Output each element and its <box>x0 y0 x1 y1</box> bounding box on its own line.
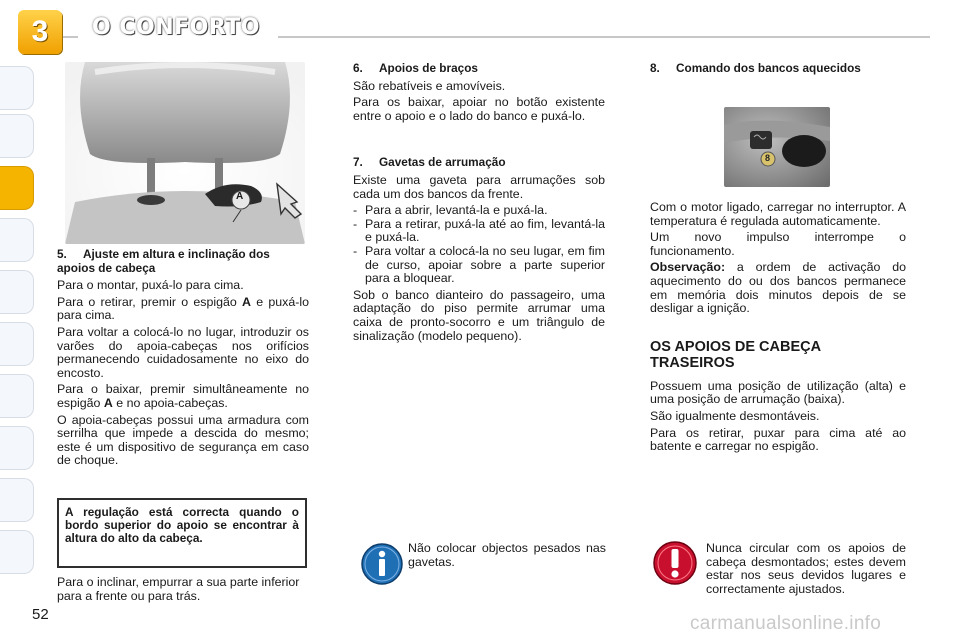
section8-p2: Um novo impulso interrompe o funcionamento. <box>650 230 906 258</box>
section5-p2: Para o retirar, premir o espigão A e puxá-lo para cima. <box>57 294 309 323</box>
section5-number: 5. <box>57 247 67 261</box>
chapter-tab-4[interactable] <box>0 218 34 262</box>
section-heated-seats <box>650 62 906 80</box>
rear-headrests-p2: São igualmente desmontáveis. <box>650 408 820 423</box>
chapter-tab-10[interactable] <box>0 530 34 574</box>
info-icon <box>360 542 404 586</box>
section5-p1: Para o montar, puxá-lo para cima. <box>57 278 244 293</box>
chapter-tab-7[interactable] <box>0 374 34 418</box>
section6-p2: Para os baixar, apoiar no botão existente entre o apoio e o lado do banco e puxá-lo. <box>353 95 605 123</box>
chapter-tab-6[interactable] <box>0 322 34 366</box>
headrest-label-a: A <box>236 191 244 202</box>
section7-bullet: - Para voltar a colocá-la no seu lugar, em fim de curso, apoiar sobre a parte superior para a bloquear. <box>353 243 605 286</box>
section-armrests-drawers <box>353 62 605 346</box>
seat-switch-label-8: 8 <box>765 153 771 163</box>
section5-title: Ajuste em altura e inclinação dos apoios de cabeça <box>57 247 270 275</box>
section6-heading: 6. Apoios de braços <box>353 61 478 75</box>
section-headrest-adjust <box>57 248 309 471</box>
chapter-tab-8[interactable] <box>0 426 34 470</box>
chapter-tab-1[interactable] <box>0 66 34 110</box>
section8-p1: Com o motor ligado, carregar no interruptor. A temperatura é regulada automaticamente. <box>650 200 906 228</box>
section8-heading: 8. Comando dos bancos aquecidos <box>650 61 861 75</box>
page-number: 52 <box>32 606 49 623</box>
section8-body <box>650 201 906 457</box>
section5-p4: Para o baixar, premir simultâneamente no espigão A e no apoia-cabeças. <box>57 382 309 410</box>
rear-headrests-heading: OS APOIOS DE CABEÇA TRASEIROS <box>650 338 821 371</box>
headrest-photo <box>65 62 305 244</box>
chapter-tab-9[interactable] <box>0 478 34 522</box>
info-note-text: Não colocar objectos pesados nas gavetas. <box>408 541 606 569</box>
section5-heading <box>57 248 309 275</box>
rear-headrests-p1: Possuem uma posição de utilização (alta) e uma posição de arrumação (baixa). <box>650 378 906 407</box>
section8-p3: Observação: a ordem de activação do aquecimento do ou dos bancos permanece em memória dois minutos depois de se desligar a ignição. <box>650 260 906 316</box>
chapter-tab-3[interactable] <box>0 166 34 210</box>
section7-bullet: - Para a retirar, puxá-la até ao fim, levantá-la e puxá-la. <box>353 216 605 245</box>
chapter-tab-5[interactable] <box>0 270 34 314</box>
section6-p1: São rebatíveis e amovíveis. <box>353 78 506 93</box>
section5-p6: Para o inclinar, empurrar a sua parte inferior para a frente ou para trás. <box>57 575 300 603</box>
section7-p2: Sob o banco dianteiro do passageiro, uma adaptação do piso permite arrumar uma caixa de pronto-socorro e um triângulo de sinalização (modelo pequeno). <box>353 287 605 343</box>
watermark: carmanualsonline.info <box>690 613 882 634</box>
chapter-tab-2[interactable] <box>0 114 34 158</box>
heated-seat-switch-photo <box>724 107 830 187</box>
section7-heading: 7. Gavetas de arrumação <box>353 155 506 170</box>
section5-p3: Para voltar a colocá-lo no lugar, introduzir os varões do apoia-cabeças nos orifícios permanecendo cuidadosamente no eixo do encosto. <box>57 324 309 380</box>
section7-bullet: - Para a abrir, levantá-la e puxá-la. <box>353 203 548 218</box>
warning-note-text: Nunca circular com os apoios de cabeça desmontados; estes devem estar nos seus devidos lugares e correctamente ajustados. <box>706 541 906 596</box>
adjustment-note-box: A regulação está correcta quando o bordo superior do apoio se encontrar à altura do alto da cabeça. <box>57 498 307 568</box>
page-title: O CONFORTO <box>92 15 261 40</box>
section7-p1: Existe uma gaveta para arrumações sob cada um dos bancos da frente. <box>353 172 605 201</box>
warning-icon <box>652 540 698 586</box>
chapter-badge: 3 <box>18 10 62 54</box>
section5-p5: O apoia-cabeças possui uma armadura com serrilha que impede a descida do mesmo; este é um dispositivo de segurança em caso de choque. <box>57 412 309 468</box>
rear-headrests-p3: Para os retirar, puxar para cima até ao batente e carregar no espigão. <box>650 425 906 454</box>
